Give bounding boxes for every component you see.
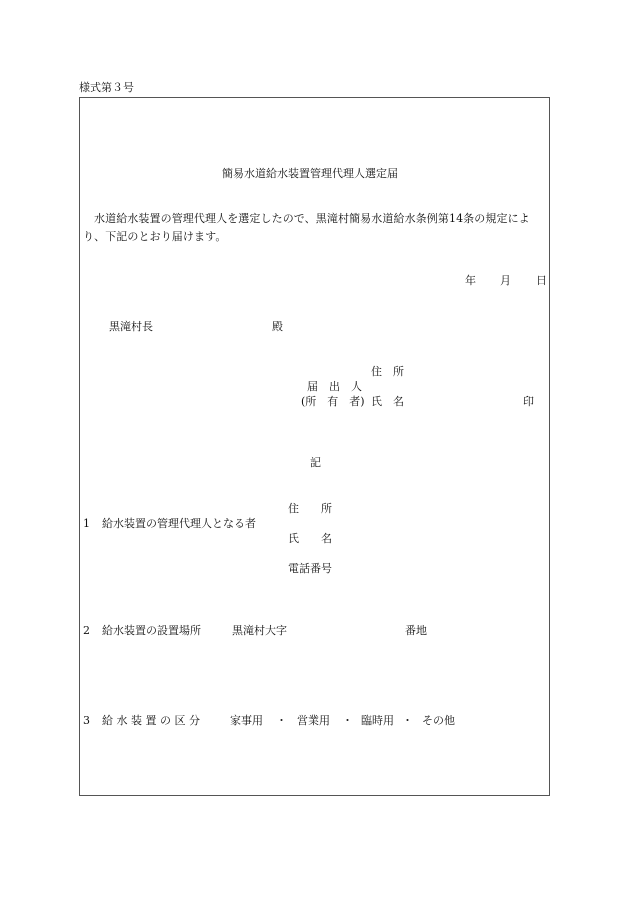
- option-other: その他: [422, 714, 455, 727]
- item-3-number: 3: [83, 714, 90, 727]
- owner-label: (所 有 者): [301, 395, 365, 408]
- addressee-name: 黒滝村長: [109, 320, 153, 333]
- form-frame: [79, 97, 550, 796]
- option-separator: ・: [342, 714, 353, 727]
- item-2-lot: 番地: [405, 624, 427, 637]
- option-business: 営業用: [297, 714, 330, 727]
- form-number: 様式第３号: [79, 81, 134, 94]
- option-separator: ・: [402, 714, 413, 727]
- item-2-number: 2: [83, 624, 90, 637]
- item-2-label: 給水装置の設置場所: [102, 624, 201, 637]
- item-1-address-label: 住 所: [288, 502, 332, 515]
- applicant-address-label: 住 所: [371, 365, 404, 378]
- option-domestic: 家事用: [230, 714, 263, 727]
- item-1-number: 1: [83, 517, 90, 530]
- item-1-name-label: 氏 名: [288, 532, 332, 545]
- applicant-label: 届 出 人: [307, 380, 362, 393]
- item-1-phone-label: 電話番号: [288, 562, 332, 575]
- applicant-name-label: 氏 名: [371, 395, 404, 408]
- item-1-label: 給水装置の管理代理人となる者: [102, 517, 256, 530]
- date-day: 日: [536, 274, 547, 287]
- intro-paragraph: 水道給水装置の管理代理人を選定したので、黒滝村簡易水道給水条例第14条の規定により、下記のとおり届けます。: [83, 212, 530, 243]
- addressee-honorific: 殿: [272, 320, 283, 333]
- date-year: 年: [465, 274, 476, 287]
- option-separator: ・: [276, 714, 287, 727]
- ki-heading: 記: [310, 456, 321, 469]
- seal-mark: 印: [523, 395, 534, 408]
- option-temporary: 臨時用: [361, 714, 394, 727]
- item-2-location: 黒滝村大字: [232, 624, 287, 637]
- item-3-label: 給 水 装 置 の 区 分: [102, 714, 200, 727]
- date-month: 月: [500, 274, 511, 287]
- form-title: 簡易水道給水装置管理代理人選定届: [222, 167, 398, 180]
